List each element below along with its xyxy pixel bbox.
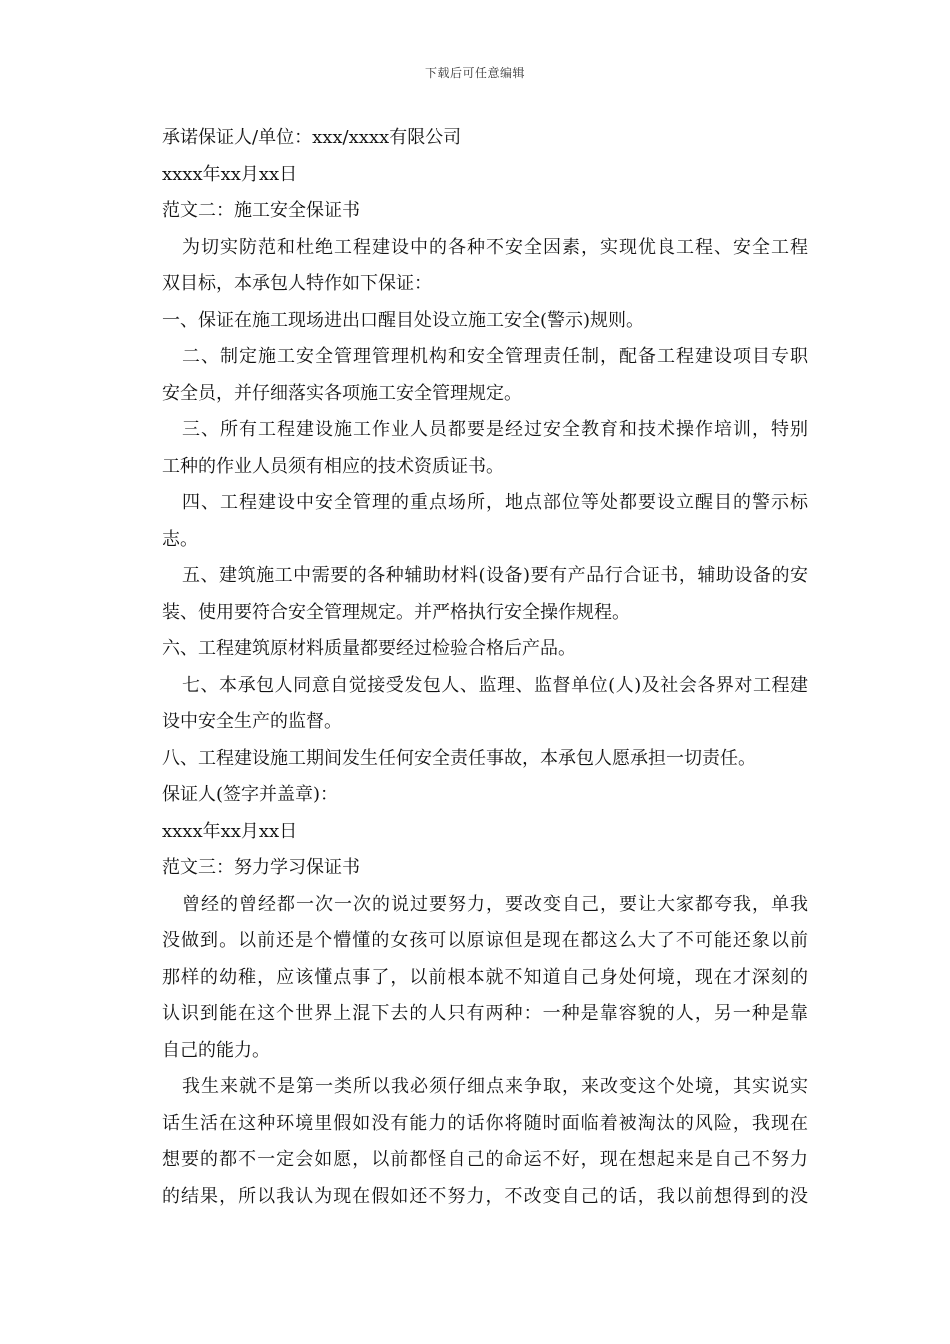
section-title-3: 范文三：努力学习保证书 xyxy=(162,857,360,878)
paragraph-line: 七、本承包人同意自觉接受发包人、监理、监督单位(人)及社会各界对工程建 xyxy=(182,674,808,696)
paragraph-study-2 xyxy=(142,1069,808,1215)
paragraph-line: 装、使用要符合安全管理规定。并严格执行安全操作规程。 xyxy=(162,601,630,623)
paragraph-line: 没做到。以前还是个懵懂的女孩可以原谅但是现在都这么大了不可能还象以前 xyxy=(162,930,808,951)
paragraph-intro xyxy=(142,230,808,303)
paragraph-line: 三、所有工程建设施工作业人员都要是经过安全教育和技术操作培训，特别 xyxy=(182,419,808,440)
item-3 xyxy=(142,412,808,485)
paragraph-line: 志。 xyxy=(162,528,198,550)
paragraph-line: 五、建筑施工中需要的各种辅助材料(设备)要有产品行合证书，辅助设备的安 xyxy=(182,565,808,586)
paragraph-line: 话生活在这种环境里假如没有能力的话你将随时面临着被淘汰的风险，我现在 xyxy=(162,1112,808,1134)
guarantor-signature-line: 保证人(签字并盖章)： xyxy=(162,784,339,805)
paragraph-line: 安全员，并仔细落实各项施工安全管理规定。 xyxy=(162,382,522,404)
paragraph-line: 想要的都不一定会如愿，以前都怪自己的命运不好，现在想起来是自己不努力 xyxy=(162,1149,808,1170)
paragraph-line: 四、工程建设中安全管理的重点场所，地点部位等处都要设立醒目的警示标 xyxy=(182,492,808,513)
paragraph-line: 曾经的曾经都一次一次的说过要努力，要改变自己，要让大家都夸我，单我 xyxy=(182,893,808,915)
item-5 xyxy=(142,558,808,631)
paragraph-line: 工种的作业人员须有相应的技术资质证书。 xyxy=(162,455,504,477)
paragraph-line: 我生来就不是第一类所以我必须仔细点来争取，来改变这个处境，其实说实 xyxy=(182,1076,808,1097)
item-6: 六、工程建筑原材料质量都要经过检验合格后产品。 xyxy=(162,638,576,659)
section-title-2: 范文二：施工安全保证书 xyxy=(162,200,360,221)
date-line: xxxx年xx月xx日 xyxy=(162,163,298,185)
paragraph-line: 设中安全生产的监督。 xyxy=(162,711,342,732)
date-line: xxxx年xx月xx日 xyxy=(162,820,298,842)
paragraph-line: 二、制定施工安全管理管理机构和安全管理责任制，配备工程建设项目专职 xyxy=(182,346,808,367)
item-7 xyxy=(142,668,808,741)
paragraph-line: 为切实防范和杜绝工程建设中的各种不安全因素，实现优良工程、安全工程 xyxy=(182,236,808,258)
item-4 xyxy=(142,485,808,558)
document-body xyxy=(142,120,808,1215)
paragraph-line: 认识到能在这个世界上混下去的人只有两种：一种是靠容貌的人，另一种是靠 xyxy=(162,1003,808,1024)
item-2 xyxy=(142,339,808,412)
item-8: 八、工程建设施工期间发生任何安全责任事故，本承包人愿承担一切责任。 xyxy=(162,747,756,769)
paragraph-line: 双目标，本承包人特作如下保证： xyxy=(162,273,432,294)
guarantor-unit-line: 承诺保证人/单位：xxx/xxxx有限公司 xyxy=(162,127,462,148)
paragraph-line: 那样的幼稚，应该懂点事了，以前根本就不知道自己身处何境，现在才深刻的 xyxy=(162,966,808,988)
paragraph-line: 自己的能力。 xyxy=(162,1039,270,1061)
page-header-note: 下载后可任意编辑 xyxy=(424,66,525,80)
item-1: 一、保证在施工现场进出口醒目处设立施工安全(警示)规则。 xyxy=(162,309,645,331)
paragraph-line: 的结果，所以我认为现在假如还不努力，不改变自己的话，我以前想得到的没 xyxy=(162,1185,808,1207)
paragraph-study-1 xyxy=(142,887,808,1070)
